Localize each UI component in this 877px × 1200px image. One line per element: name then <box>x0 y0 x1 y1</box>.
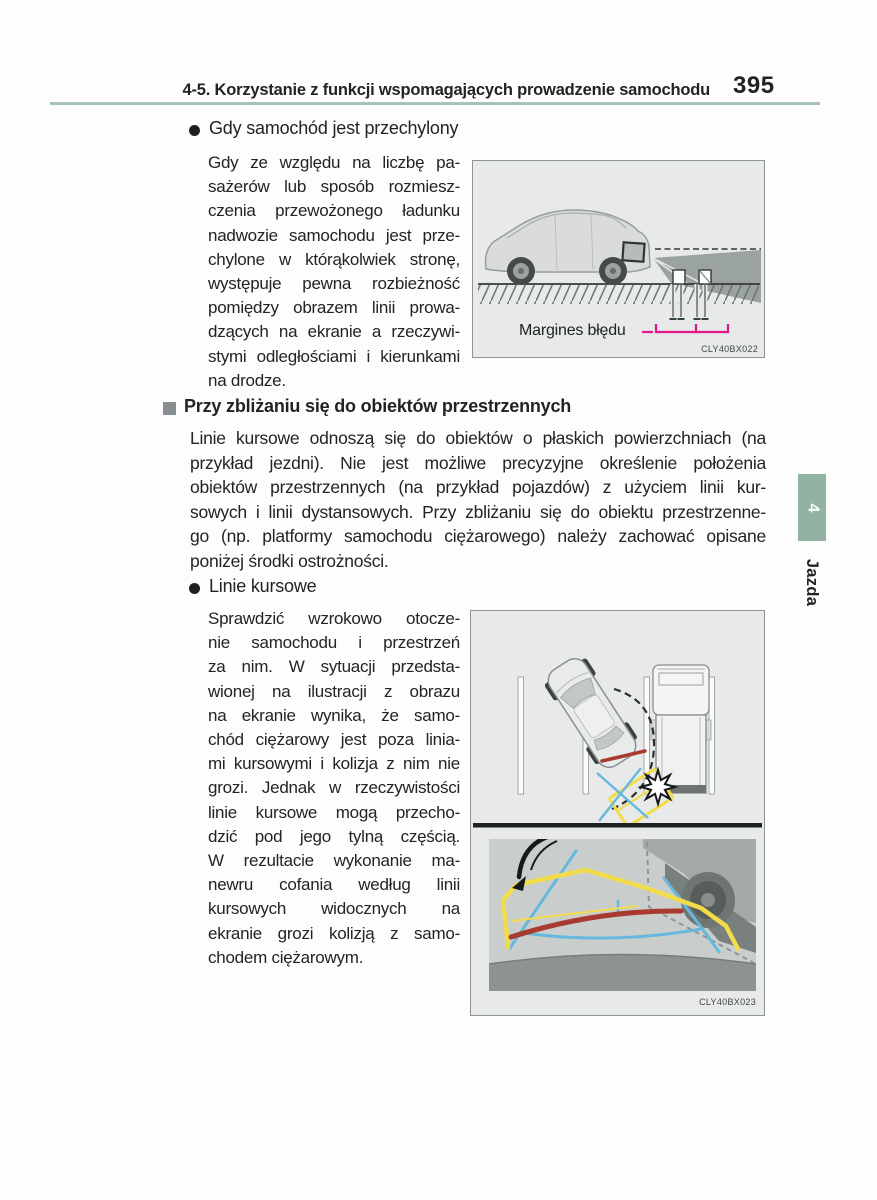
objects-section-title: Przy zbliżaniu się do obiektów przestrzennych <box>184 396 572 416</box>
chapter-tab-number: 4 <box>804 503 821 512</box>
tilt-section-body: Gdy ze względu na liczbę pa- sażerów lub sposób rozmiesz- czenia przewożonego ładunku nadwozie samochodu jest prze- chylone w którąkolwiek stronę, występuje pewna rozbieżność pomiędzy obrazem linii prowa- dzących na ekranie a rzeczywi- stymi odległościami i kierunkami na drodze. <box>208 153 460 390</box>
collision-star-icon <box>641 770 675 804</box>
header-section-title: 4-5. Korzystanie z funkcji wspomagających prowadzenie samochodu <box>182 81 710 99</box>
page-number: 395 <box>733 72 775 99</box>
chapter-tab <box>798 474 826 541</box>
section-square-icon <box>163 402 176 415</box>
chapter-tab-label <box>793 546 831 618</box>
camera-screen-view <box>489 836 756 991</box>
header-rule <box>50 102 820 105</box>
figure-margin-label: Margines błędu <box>519 322 626 339</box>
figure-code: CLY40BX022 <box>701 344 758 354</box>
course-lines-title: Linie kursowe <box>209 576 317 596</box>
objects-section-body: Linie kursowe odnoszą się do obiektów o płaskich powierzchniach (na przykład jezdni). Nie jest możliwe precyzyjne określenie położenia obiektów przestrzennych (na przykład pojazdów) z użyciem linii kur- sowych i linii dystansowych. Przy zbliżaniu się do obiektu przestrzenne- go (np. platformy samochodu ciężarowego) należy zachować opisane poniżej środki ostrożności. <box>190 428 766 571</box>
figure-course-lines <box>470 610 765 1016</box>
figure-tilt-error-margin <box>472 160 765 358</box>
course-lines-illustration <box>471 611 764 1015</box>
figure-code: CLY40BX023 <box>699 997 756 1007</box>
course-lines-body: Sprawdzić wzrokowo otocze- nie samochodu i przestrzeń za nim. W sytuacji przedsta- wionej na ilustracji z obrazu na ekranie wynika, że samo- chód ciężarowy jest poza linia- mi kursowymi i kolizja z nim nie grozi. Jednak w rzeczywistości linie kursowe mogą przecho- dzić pod jego tylną częścią. W rezultacie wykonanie ma- newru cofania według linii kursowych widocznych na ekranie grozi kolizją z samo- chodem ciężarowym. <box>208 609 460 967</box>
bullet-icon <box>189 125 200 136</box>
tilt-section-title: Gdy samochód jest przechylony <box>209 118 459 138</box>
bullet-icon <box>189 583 200 594</box>
chapter-tab-label-text: Jazda <box>803 558 822 606</box>
